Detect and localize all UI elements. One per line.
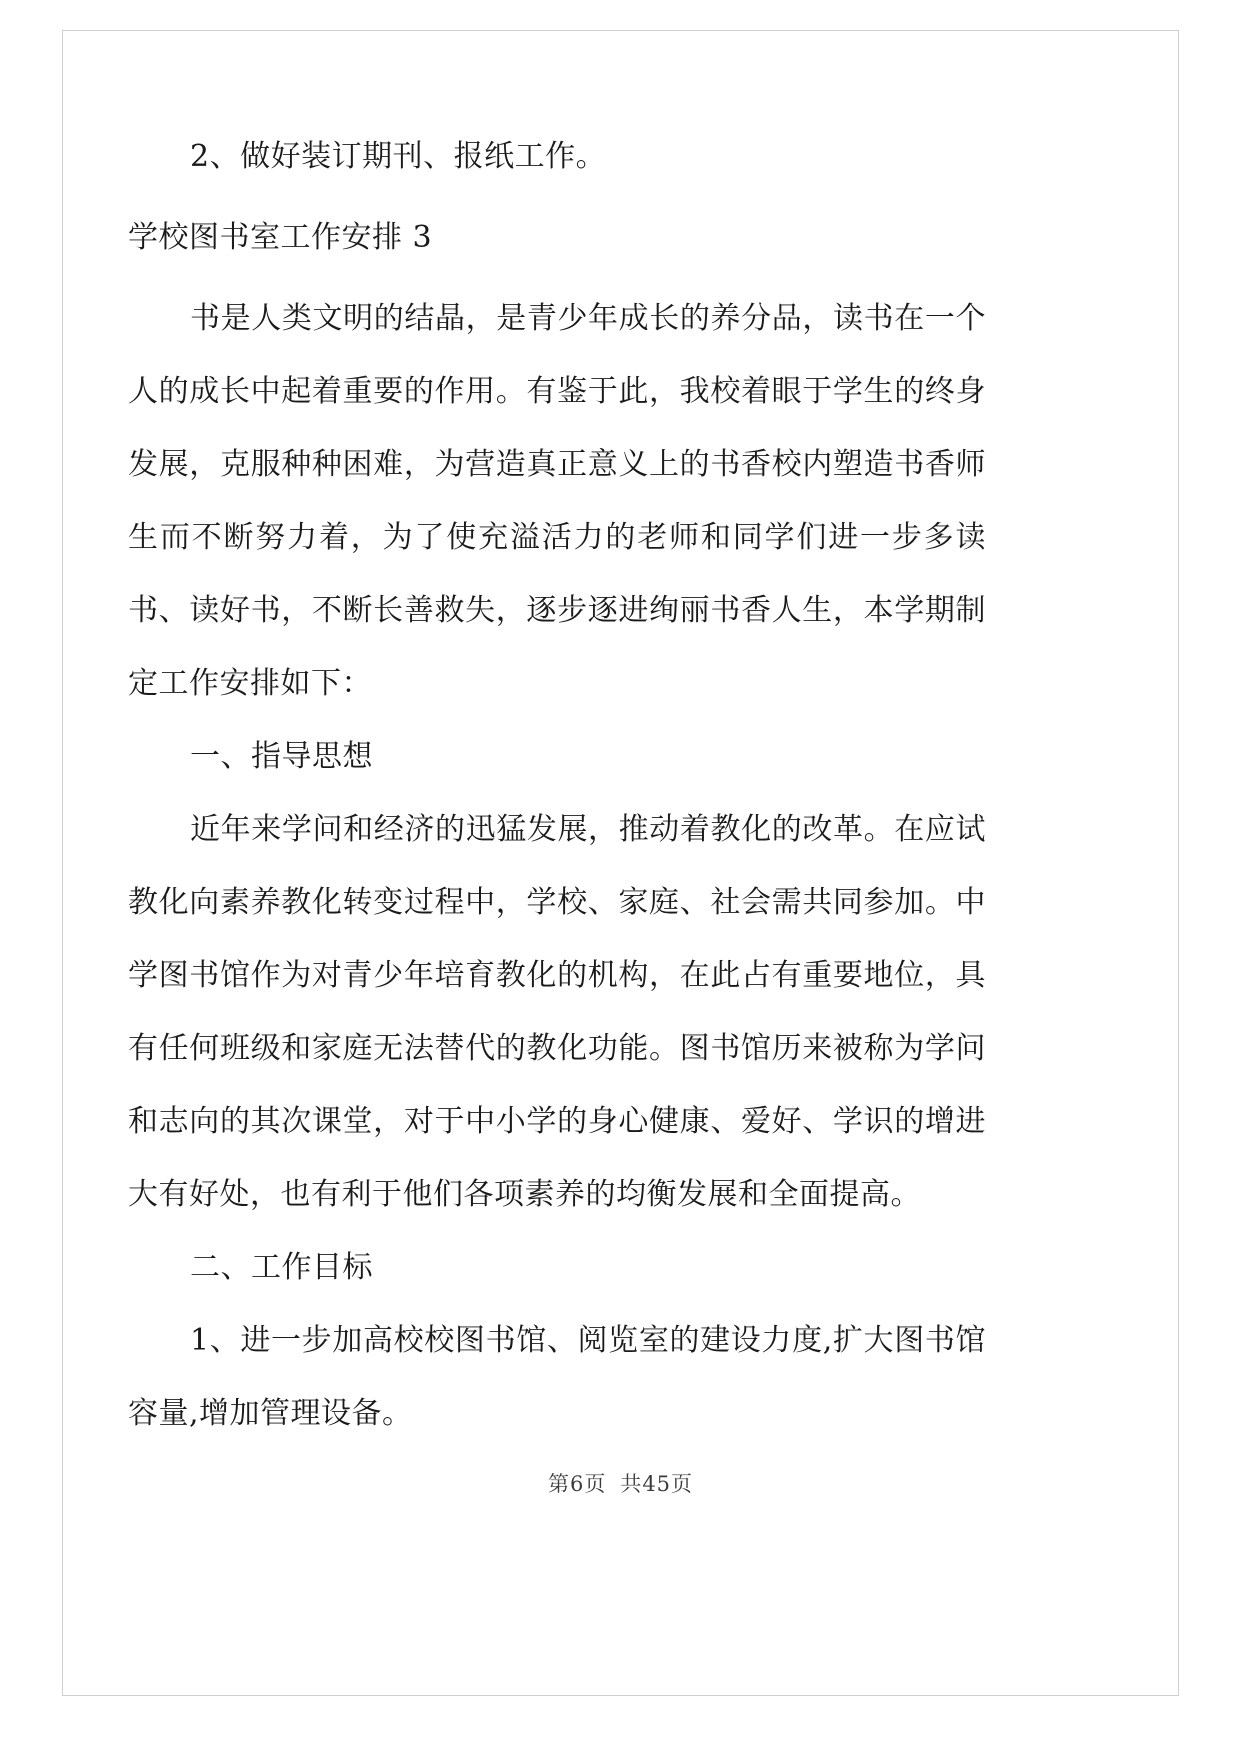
paragraph: 近年来学问和经济的迅猛发展，推动着教化的改革。在应试教化向素养教化转变过程中，学校、家庭、社会需共同参加。中学图书馆作为对青少年培育教化的机构，在此占有重要地位，具有任何班级和家庭无法替代的教化功能。图书馆历来被称为学问和志向的其次课堂，对于中小学的身心健康、爱好、学识的增进大有好处，也有利于他们各项素养的均衡发展和全面提高。 [128, 812, 986, 1212]
footer-page-suffix: 页 [584, 1472, 607, 1496]
footer-total-prefix: 共 [620, 1472, 643, 1496]
paragraph: 二、工作目标 [190, 1250, 373, 1285]
spacer [128, 193, 986, 201]
footer-page-prefix: 第 [547, 1472, 570, 1496]
footer-total-pages: 45 [642, 1472, 672, 1496]
paragraph: 一、指导思想 [190, 739, 373, 774]
document-body [128, 120, 986, 1450]
footer-page-indicator [548, 1468, 693, 1498]
section-heading: 学校图书室工作安排 3 [128, 220, 433, 255]
spacer [128, 274, 986, 282]
paragraph: 书是人类文明的结晶，是青少年成长的养分品，读书在一个人的成长中起着重要的作用。有鉴于此，我校着眼于学生的终身发展，克服种种困难，为营造真正意义上的书香校内塑造书香师生而不断努力着，为了使充溢活力的老师和同学们进一步多读书、读好书，不断长善救失，逐步逐进绚丽书香人生，本学期制定工作安排如下： [128, 301, 986, 701]
paragraph: 1、进一步加高校校图书馆、阅览室的建设力度,扩大图书馆容量,增加管理设备。 [128, 1323, 986, 1431]
paragraph: 2、做好装订期刊、报纸工作。 [190, 139, 607, 174]
footer-total-suffix: 页 [671, 1472, 694, 1496]
footer-page-number: 6 [569, 1472, 585, 1496]
page-footer [0, 1468, 1241, 1498]
